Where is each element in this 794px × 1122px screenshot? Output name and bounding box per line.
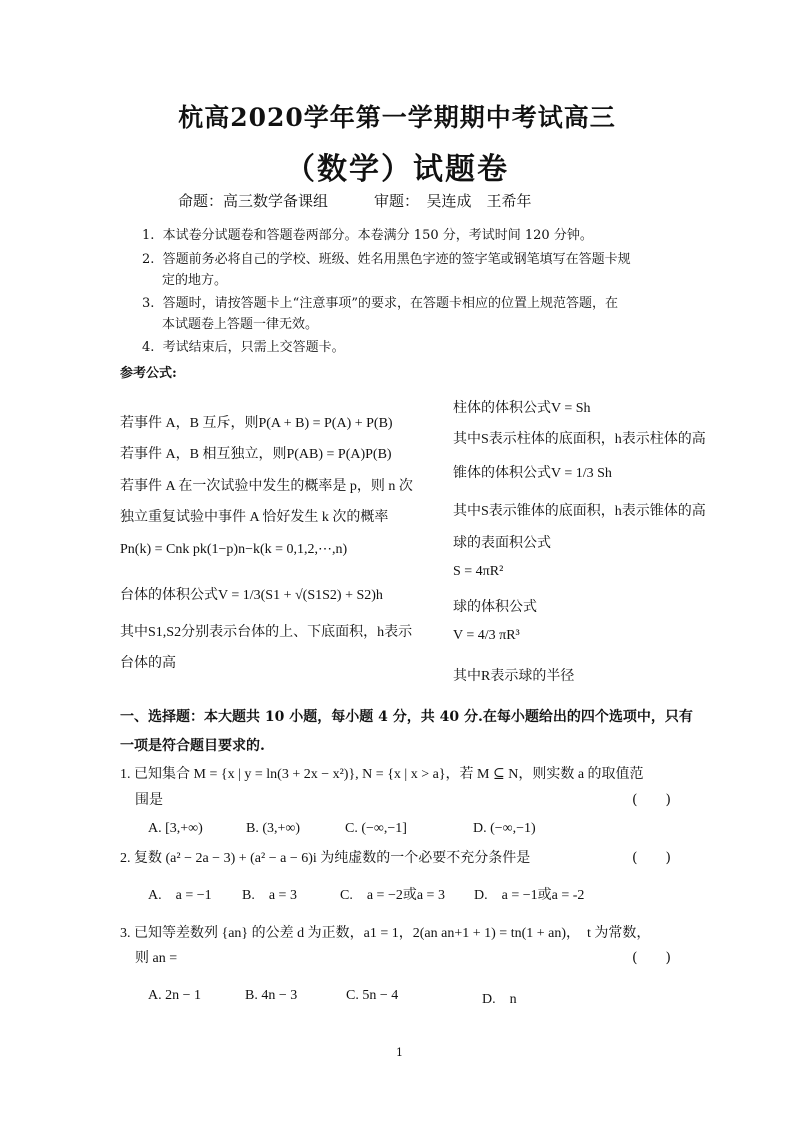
instruction-2	[142, 248, 631, 267]
formula-binomial: Pn(k) = Cnk pk(1−p)n−k(k = 0,1,2,⋯,n)	[120, 542, 348, 557]
question-3-option-a: A. 2n − 1	[148, 988, 202, 1003]
instruction-text: 答题前务必将自己的学校、班级、姓名用黑色字迹的签字笔或钢笔填写在答题卡规	[162, 252, 631, 267]
formula-frustum-note-2: 台体的高	[120, 656, 176, 671]
question-2-option-d: D. a = −1或a = -2	[474, 888, 585, 903]
instruction-text: 本试卷分试题卷和答题卷两部分。本卷满分 150 分，考试时间 120 分钟。	[162, 228, 593, 243]
question-2-option-c: C. a = −2或a = 3	[340, 888, 445, 903]
formula-prism-note: 其中S表示柱体的底面积，h表示柱体的高	[453, 432, 706, 447]
instruction-number: 1.	[142, 228, 155, 243]
setter-text: 命题：高三数学备课组	[178, 192, 329, 210]
instruction-2-cont: 定的地方。	[162, 273, 228, 288]
question-2-option-b: B. a = 3	[242, 888, 297, 903]
formula-binomial-intro-2: 独立重复试验中事件 A 恰好发生 k 次的概率	[120, 510, 389, 525]
question-3-answer-blank: ( )	[632, 950, 671, 966]
instruction-3	[142, 292, 618, 311]
reviewer-text: 审题： 吴连成 王希年	[374, 192, 532, 210]
question-3-stem: 3. 已知等差数列 {an} 的公差 d 为正数，a1 = 1，2(an an+1 + 1) = tn(1 + an)， t 为常数，	[120, 926, 651, 941]
instruction-text: 考试结束后，只需上交答题卡。	[162, 340, 345, 355]
section1-header-line1: 一、选择题：本大题共 10 小题，每小题 4 分，共 40 分.在每小题给出的四个选项中，只有	[120, 709, 693, 725]
formula-sphere-note: 其中R表示球的半径	[453, 669, 575, 684]
question-3-option-b: B. 4n − 3	[245, 988, 298, 1003]
question-1-option-c: C. (−∞,−1]	[345, 821, 407, 836]
formula-sphere-area: S = 4πR²	[453, 564, 504, 579]
section1-header-line2: 一项是符合题目要求的.	[120, 738, 265, 754]
question-3-option-c: C. 5n − 4	[346, 988, 399, 1003]
instruction-1	[142, 224, 593, 243]
formula-frustum-volume: 台体的体积公式V = 1/3(S1 + √(S1S2) + S2)h	[120, 588, 383, 603]
formula-cone-volume: 锥体的体积公式V = 1/3 Sh	[453, 466, 612, 481]
exam-title-line2: （数学）试题卷	[285, 152, 509, 187]
question-2-answer-blank: ( )	[632, 850, 671, 866]
formula-prism-volume: 柱体的体积公式V = Sh	[453, 401, 591, 416]
instruction-text: 答题时，请按答题卡上“注意事项”的要求，在答题卡相应的位置上规范答题，在	[162, 296, 618, 311]
question-1-option-d: D. (−∞,−1)	[473, 821, 536, 836]
formula-mutually-exclusive: 若事件 A，B 互斥，则P(A + B) = P(A) + P(B)	[120, 416, 393, 431]
formula-cone-note: 其中S表示锥体的底面积，h表示锥体的高	[453, 504, 706, 519]
formula-sphere-volume-label: 球的体积公式	[453, 600, 537, 615]
question-1-option-a: A. [3,+∞)	[148, 821, 203, 836]
question-3-option-d: D. n	[482, 992, 517, 1007]
formula-sphere-volume: V = 4/3 πR³	[453, 628, 520, 643]
question-3-stem-cont: 则 an =	[135, 951, 178, 966]
exam-title-line1: 杭高2020学年第一学期期中考试高三	[178, 103, 616, 132]
question-2-stem: 2. 复数 (a² − 2a − 3) + (a² − a − 6)i 为纯虚数的一个必要不充分条件是	[120, 851, 531, 866]
instruction-number: 2.	[142, 252, 155, 267]
question-1-stem: 1. 已知集合 M = {x | y = ln(3 + 2x − x²)}, N = {x | x > a}，若 M ⊆ N，则实数 a 的取值范	[120, 767, 644, 782]
question-1-answer-blank: ( )	[632, 792, 671, 808]
instruction-number: 3.	[142, 296, 155, 311]
formulas-heading: 参考公式:	[120, 366, 177, 381]
formula-sphere-area-label: 球的表面积公式	[453, 536, 551, 551]
formula-binomial-intro-1: 若事件 A 在一次试验中发生的概率是 p，则 n 次	[120, 479, 413, 494]
instruction-4	[142, 336, 345, 355]
page-number: 1	[396, 1046, 403, 1059]
formula-frustum-note-1: 其中S1,S2分别表示台体的上、下底面积，h表示	[120, 625, 413, 640]
formula-independent: 若事件 A，B 相互独立，则P(AB) = P(A)P(B)	[120, 447, 392, 462]
question-1-stem-cont: 围是	[135, 793, 163, 808]
authors-line	[178, 190, 532, 211]
instruction-number: 4.	[142, 340, 155, 355]
instruction-3-cont: 本试题卷上答题一律无效。	[162, 317, 319, 332]
question-2-option-a: A. a = −1	[148, 888, 212, 903]
question-1-option-b: B. (3,+∞)	[246, 821, 301, 836]
